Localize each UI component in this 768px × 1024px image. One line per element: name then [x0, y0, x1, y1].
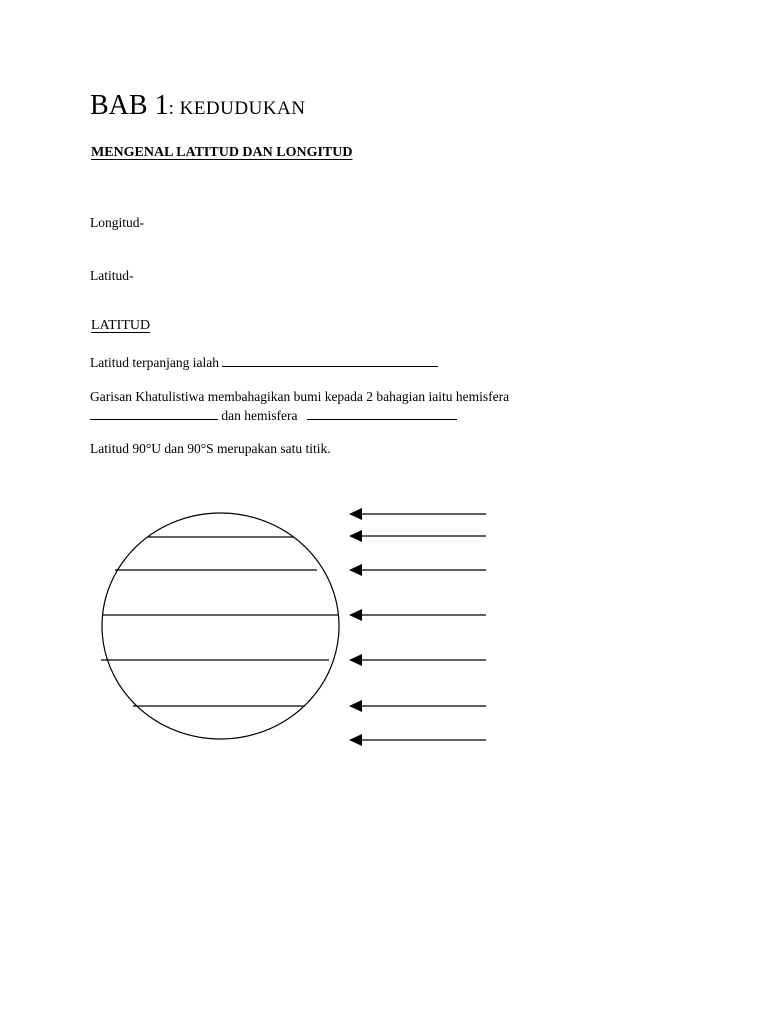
- globe-circle: [102, 513, 339, 739]
- arrow-group: [349, 508, 486, 746]
- question-2-text-2: dan hemisfera: [221, 408, 298, 423]
- section-subtitle: MENGENAL LATITUD DAN LONGITUD: [91, 145, 353, 160]
- arrow-icon: [349, 564, 486, 576]
- title-rest: : KEDUDUKAN: [168, 98, 306, 119]
- latitud-label: Latitud-: [90, 268, 134, 283]
- arrow-icon: [349, 609, 486, 621]
- latitud-heading: LATITUD: [91, 318, 151, 333]
- arrow-icon: [349, 530, 486, 542]
- question-1-text: Latitud terpanjang ialah: [90, 355, 219, 370]
- question-2-line-1: Garisan Khatulistiwa membahagikan bumi kepada 2 bahagian iaitu hemisfera: [90, 389, 510, 404]
- arrow-icon: [349, 508, 486, 520]
- longitud-label: Longitud-: [90, 215, 144, 230]
- arrow-icon: [349, 734, 486, 746]
- arrow-icon: [349, 654, 486, 666]
- arrow-icon: [349, 700, 486, 712]
- question-3: Latitud 90°U dan 90°S merupakan satu titik.: [90, 441, 331, 456]
- title-main: BAB 1: [90, 90, 169, 121]
